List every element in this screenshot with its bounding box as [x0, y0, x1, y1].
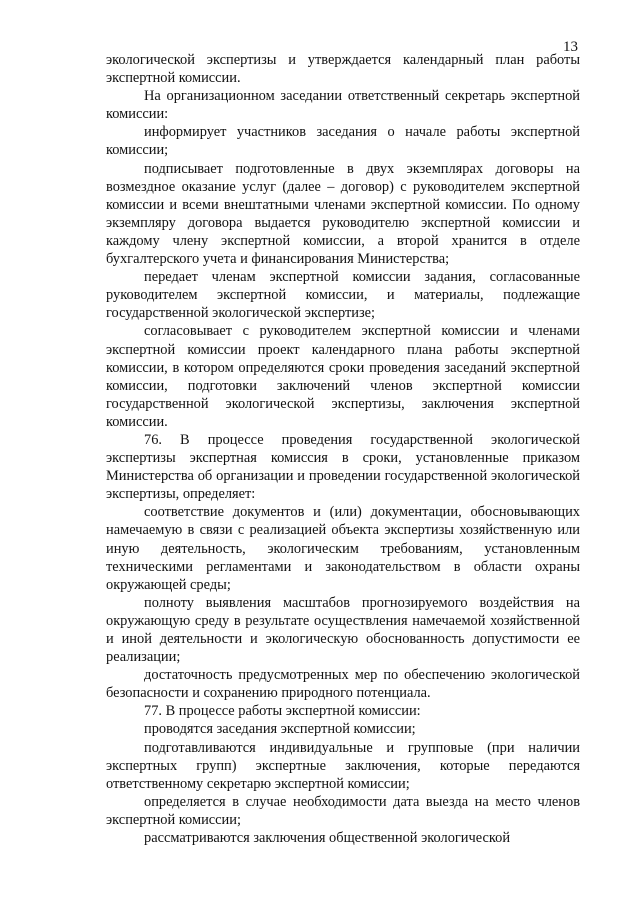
paragraph: подписывает подготовленные в двух экземплярах договоры на возмездное оказание услуг (далее – договор) с руководителем экспертной комиссии и всеми внештатными членами экспертной комиссии. По одному экземпляру договора выдается руководителю экспертной комиссии и каждому члену экспертной комиссии, а второй хранится в отделе бухгалтерского учета и финансирования Министерства; [106, 160, 580, 268]
paragraph: определяется в случае необходимости дата выезда на место членов экспертной комиссии; [106, 793, 580, 828]
paragraph: На организационном заседании ответственный секретарь экспертной комиссии: [106, 88, 580, 123]
paragraph: согласовывает с руководителем экспертной комиссии и членами экспертной комиссии проект календарного плана работы экспертной комиссии, в котором определяются сроки проведения заседаний экспертной комиссии, подготовки заключений членов экспертной комиссии государственной экологической экспертизы, заключения экспертной комиссии. [106, 323, 580, 430]
document-body [106, 51, 580, 847]
paragraph: экологической экспертизы и утверждается календарный план работы экспертной комиссии. [106, 52, 580, 87]
paragraph: 77. В процессе работы экспертной комиссии: [144, 703, 421, 720]
paragraph: соответствие документов и (или) документации, обосновывающих намечаемую в связи с реализацией объекта экспертизы хозяйственную или иную деятельность, экологическим требованиям, установленным техническими регламентами и законодательством в области охраны окружающей среды; [106, 504, 580, 593]
paragraph: полноту выявления масштабов прогнозируемого воздействия на окружающую среду в результате осуществления намечаемой хозяйственной и иной деятельности и экологическую обоснованность допустимости ее реализации; [106, 594, 580, 666]
paragraph: 76. В процессе проведения государственной экологической экспертизы экспертная комиссия в сроки, установленные приказом Министерства об организации и проведении государственной экологической экспертизы, определяет: [106, 431, 580, 503]
paragraph: передает членам экспертной комиссии задания, согласованные руководителем экспертной комиссии, и материалы, подлежащие государственной экологической экспертизе; [106, 269, 580, 322]
page-number: 13 [563, 39, 578, 55]
paragraph: информирует участников заседания о начале работы экспертной комиссии; [106, 124, 580, 159]
paragraph: достаточность предусмотренных мер по обеспечению экологической безопасности и сохранению природного потенциала. [106, 667, 580, 702]
paragraph: проводятся заседания экспертной комиссии; [144, 721, 416, 738]
paragraph: подготавливаются индивидуальные и групповые (при наличии экспертных групп) экспертные заключения, которые передаются ответственному секретарю экспертной комиссии; [106, 739, 580, 792]
paragraph: рассматриваются заключения общественной экологической [144, 830, 511, 847]
